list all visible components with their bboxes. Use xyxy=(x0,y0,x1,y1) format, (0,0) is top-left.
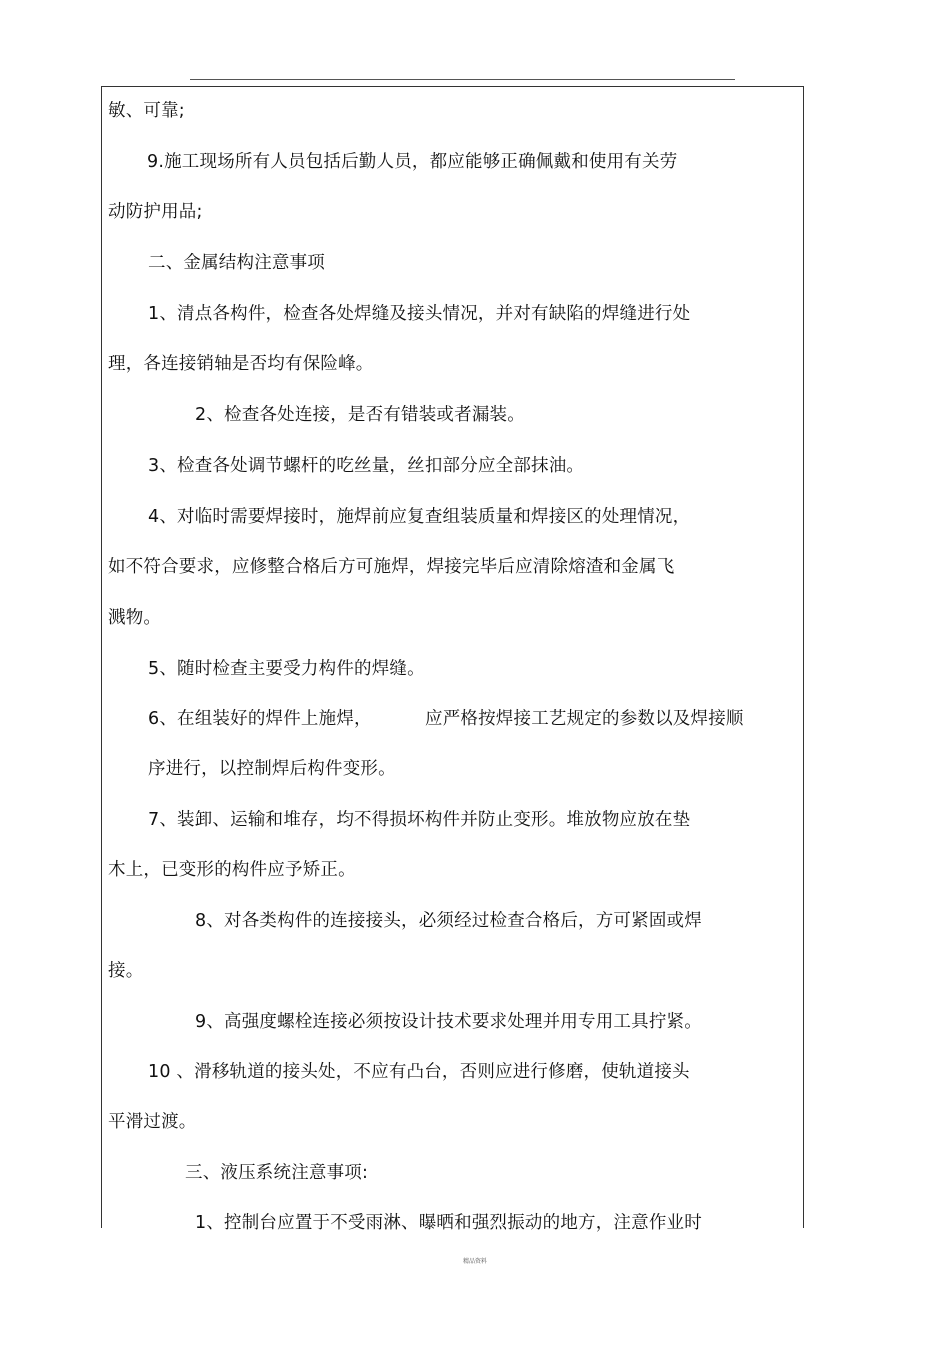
text-line: 8、对各类构件的连接接头，必须经过检查合格后，方可紧固或焊 xyxy=(195,911,702,931)
text-line: 5、随时检查主要受力构件的焊缝。 xyxy=(148,659,425,679)
text-line: 9、高强度螺栓连接必须按设计技术要求处理并用专用工具拧紧。 xyxy=(195,1012,702,1032)
text-line: 接。 xyxy=(108,961,144,981)
section-heading: 二、金属结构注意事项 xyxy=(148,253,325,273)
text-line: 1、清点各构件，检查各处焊缝及接头情况，并对有缺陷的焊缝进行处 xyxy=(148,304,691,324)
text-line: 如不符合要求，应修整合格后方可施焊，焊接完毕后应清除熔渣和金属飞 xyxy=(108,557,675,577)
text-line: 木上，已变形的构件应予矫正。 xyxy=(108,860,356,880)
text-line: 9.施工现场所有人员包括后勤人员，都应能够正确佩戴和使用有关劳 xyxy=(147,152,678,172)
text-line: 敏、可靠; xyxy=(108,101,185,121)
text-line: 应严格按焊接工艺规定的参数以及焊接顺 xyxy=(425,709,744,729)
text-line: 2、检查各处连接，是否有错装或者漏装。 xyxy=(195,405,525,425)
text-line: 4、对临时需要焊接时，施焊前应复查组装质量和焊接区的处理情况， xyxy=(148,507,691,527)
text-line: 溅物。 xyxy=(108,608,162,628)
page-footer: 精品资料 xyxy=(462,1258,487,1265)
text-line: 10 、滑移轨道的接头处，不应有凸台，否则应进行修磨，使轨道接头 xyxy=(148,1062,690,1082)
text-line: 动防护用品; xyxy=(108,202,203,222)
text-line: 3、检查各处调节螺杆的吃丝量，丝扣部分应全部抹油。 xyxy=(148,456,585,476)
text-line: 1、控制台应置于不受雨淋、曝晒和强烈振动的地方，注意作业时 xyxy=(195,1213,702,1233)
text-line: 理，各连接销轴是否均有保险峰。 xyxy=(108,354,374,374)
text-line: 6、在组装好的焊件上施焊， xyxy=(148,709,372,729)
text-line: 平滑过渡。 xyxy=(108,1112,197,1132)
text-line: 7、装卸、运输和堆存，均不得损坏构件并防止变形。堆放物应放在垫 xyxy=(148,810,691,830)
section-heading: 三、液压系统注意事项: xyxy=(185,1163,369,1183)
text-line: 序进行，以控制焊后构件变形。 xyxy=(148,759,396,779)
header-rule xyxy=(190,79,735,80)
